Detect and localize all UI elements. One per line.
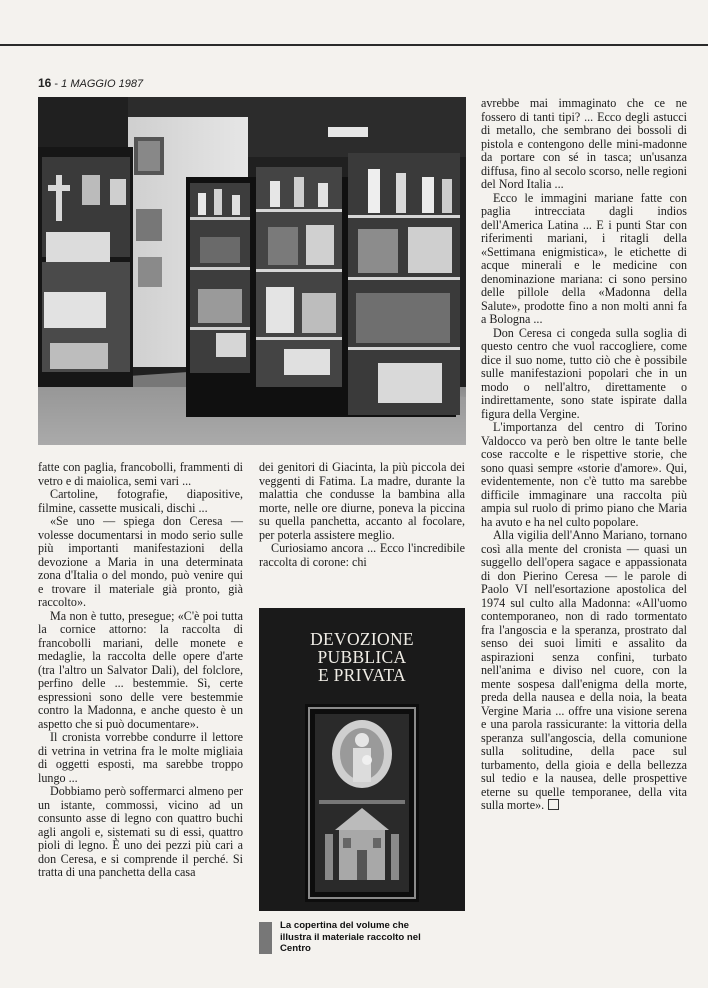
- end-of-article-mark: [548, 799, 559, 810]
- header-separator: -: [51, 78, 62, 90]
- issue-date: 1 MAGGIO 1987: [61, 78, 144, 90]
- text-column-3: [481, 97, 687, 813]
- page-number: 16: [38, 76, 52, 90]
- paragraph: dei genitori di Giacinta, la più piccola dei veggenti di Fatima. La madre, durante la malattia che condusse la bambina alla morte, nelle ore diurne, poneva la piccina su quella panchetta, accanto al focolare, per poterla assistere meglio.: [259, 460, 465, 542]
- paragraph: [481, 529, 687, 813]
- paragraph: «Se uno — spiega don Ceresa — volesse documentarsi in modo serio sulle più importanti manifestazioni della devozione a Maria in una determinata zona d'Italia o del mondo, può venire qui e trovare il materiale già pronto, già raccolto».: [38, 514, 243, 609]
- caption-line: La copertina del volume che: [280, 920, 410, 931]
- paragraph: Don Ceresa ci congeda sulla soglia di questo centro che vuol raccogliere, come dice il suo nome, tutto ciò che è possibile sulle manifestazioni popolari che in un modo o nell'altro, direttamente o indirettamente, sono state ispirate dalla figura della Vergine.: [481, 325, 687, 421]
- caption-line: illustra il materiale raccolto nel: [280, 931, 421, 943]
- madonna-image: [305, 704, 419, 902]
- top-rule: [0, 44, 708, 46]
- cover-title: [265, 630, 459, 684]
- cover-title-line: E PRIVATA: [317, 665, 406, 685]
- paragraph: Ecco le immagini mariane fatte con paglia intrecciata dagli indios dell'America Latina ... E i punti Star con riferimenti mariani, i ritagli della «Settimana enigmistica», le etichette di acque minerali e le medicine con denominazione mariana: ci sono persino delle pillole della «Madonna della Salute», prodotte fino a non molti anni fa a Bologna ...: [481, 190, 687, 326]
- museum-photo: [38, 97, 466, 445]
- paragraph-text: Alla vigilia dell'Anno Mariano, tornano così alla mente del cronista — quasi un suggello dell'opera sagace e appassionata di don Pierino Ceresa — le parole di Paolo VI nell'esortazione apostolica del 1974 sul culto alla Madonna: «All'uomo contemporaneo, non di rado tormentato fra l'angoscia e la speranza, prostrato dal senso dei suoi limiti e assalito da aspirazioni senza confini, turbato nell'anima e diviso nel cuore, con la mente sospesa dall'enigma della morte, preda della nausea e della noia, la beata Vergine Maria ... offre una visione serena e una parola rassicurante: la vittoria della speranza sull'angoscia, della comunione sulla solitudine, della pace sul turbamento, della gioia e della bellezza sul tedio e la nausea, delle prospettive eterne su quelle temporanee, della vita sulla morte».: [481, 528, 687, 812]
- paragraph: avrebbe mai immaginato che ce ne fossero di tanti tipi? ... Ecco degli astucci di metallo, che sembrano dei bossoli di pistola e contengono delle mini-madonne da portare con sé in tasca; un'usanza diffusa, fino al secolo scorso, nelle regioni del Nord Italia ...: [481, 96, 687, 191]
- paragraph: Cartoline, fotografie, diapositive, filmine, cassette musicali, dischi ...: [38, 487, 243, 515]
- paragraph: Il cronista vorrebbe condurre il lettore di vetrina in vetrina fra le molte migliaia di oggetti esposti, ma sarebbe troppo lungo ...: [38, 730, 243, 785]
- paragraph: Curiosiamo ancora ... Ecco l'incredibile raccolta di corone: chi: [259, 541, 465, 569]
- running-head: [38, 76, 143, 90]
- caption-bar: [259, 922, 272, 954]
- text-column-2: [259, 461, 465, 569]
- paragraph: Dobbiamo però soffermarci almeno per un istante, commossi, vicino ad un consunto asse di legno con quattro buchi agli angoli e, sistemati su di essi, quattro pioli di legno. È uno dei pezzi più cari a don Ceresa, e si comprende il perché. Si tratta di una panchetta della casa: [38, 784, 243, 879]
- text-column-1: [38, 461, 243, 880]
- cover-title-line: DEVOZIONE PUBBLICA: [310, 629, 414, 667]
- paragraph: Ma non è tutto, presegue; «C'è poi tutta la cornice attorno: la raccolta di francobolli mariani, delle monete e medaglie, la raccolta delle opere d'arte (tra l'altro un Salvator Dali), del folclore, perfino delle ... bestemmie. Sì, certe espressioni sono delle vere bestemmie contro la Madonna, e anche questo è un aspetto che si può documentare».: [38, 608, 243, 731]
- book-cover: [259, 608, 465, 911]
- paragraph: fatte con paglia, francobolli, frammenti di vetro e di maiolica, semi vari ...: [38, 460, 243, 488]
- paragraph: L'importanza del centro di Torino Valdocco va però ben oltre le tante belle cose raccolte e le rispettive storie, che sono quasi sempre «storie d'amore». Qui, evidentemente, non c'è tutto ma sarebbe difficile immaginare una raccolta più ampia sul ruolo di primo piano che Maria ha avuto e ha nel culto popolare.: [481, 420, 687, 529]
- figure-caption: [280, 920, 465, 955]
- caption-line: Centro: [280, 943, 311, 954]
